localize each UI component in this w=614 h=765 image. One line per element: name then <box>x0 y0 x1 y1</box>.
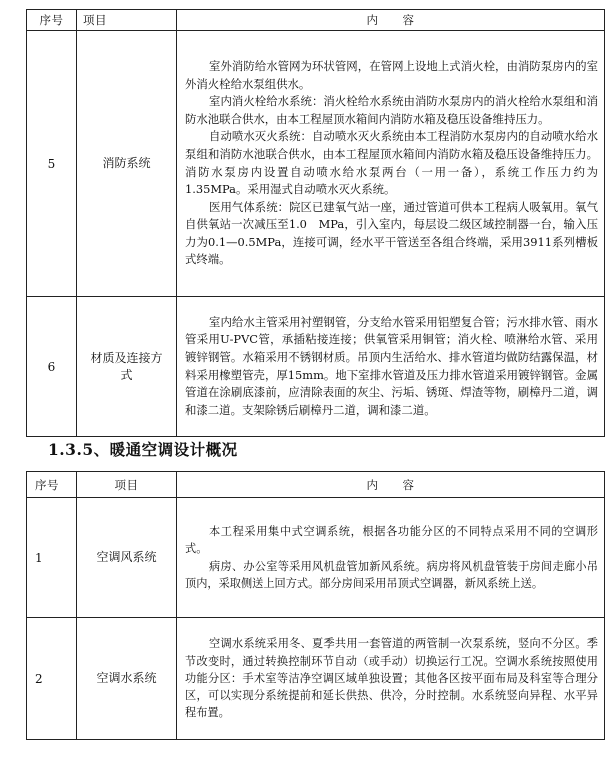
row-number: 5 <box>27 31 77 297</box>
row-item: 空调水系统 <box>77 618 177 740</box>
content-paragraph: 病房、办公室等采用风机盘管加新风系统。病房将风机盘管装于房间走廊小吊顶内，采取侧送上回方式。部分房间采用吊顶式空调器，新风系统上送。 <box>185 559 598 590</box>
table-header-row <box>27 10 605 31</box>
row-content <box>177 297 605 437</box>
header-no: 序号 <box>27 472 77 498</box>
row-number: 1 <box>27 498 77 618</box>
row-item: 空调风系统 <box>77 498 177 618</box>
row-content <box>177 498 605 618</box>
fire-and-materials-table <box>26 9 605 437</box>
table-row <box>27 498 605 618</box>
hvac-table <box>26 471 605 740</box>
row-number: 2 <box>27 618 77 740</box>
header-item: 项目 <box>77 472 177 498</box>
header-item: 项目 <box>77 10 177 31</box>
content-paragraph: 医用气体系统：院区已建氧气站一座，通过管道可供本工程病人吸氧用。氧气自供氧站一次减压至1.0 MPa，引入室内，每层设二级区域控制器一台，输入压力为0.1—0.5MPa，连接可调，经水平干管送至各组合终端，采用3911系列槽板式终端。 <box>185 199 598 267</box>
table-header-row <box>27 472 605 498</box>
row-content <box>177 31 605 297</box>
header-content: 内 容 <box>177 472 605 498</box>
content-paragraph: 本工程采用集中式空调系统，根据各功能分区的不同特点采用不同的空调形式。 <box>185 525 598 556</box>
content-paragraph: 自动喷水灭火系统：自动喷水灭火系统由本工程消防水泵房内的自动喷水给水泵组和消防水池联合供水，由本工程屋顶水箱间内消防水箱及稳压设备维持压力。消防水泵房内设置自动喷水给水泵两台（一用一备），系统工作压力约为1.35MPa。采用湿式自动喷水灭火系统。 <box>185 129 598 197</box>
table-row <box>27 618 605 740</box>
row-number: 6 <box>27 297 77 437</box>
table-row <box>27 297 605 437</box>
table-row <box>27 31 605 297</box>
header-content: 内 容 <box>177 10 605 31</box>
content-paragraph: 空调水系统采用冬、夏季共用一套管道的两管制一次泵系统，竖向不分区。季节改变时，通过转换控制环节自动（或手动）切换运行工况。空调水系统按照使用功能分区：手术室等洁净空调区域单独设置；其他各区按平面布局及科室等合理分区，可以实现分系统提前和延长供热、供冷，分时控制。水系统竖向异程、水平异程布置。 <box>185 637 598 720</box>
content-paragraph: 室内消火栓给水系统：消火栓给水系统由消防水泵房内的消火栓给水泵组和消防水池联合供水，由本工程屋顶水箱间内消防水箱及稳压设备维持压力。 <box>185 94 598 126</box>
content-paragraph: 室内给水主管采用衬塑钢管，分支给水管采用铝塑复合管；污水排水管、雨水管采用U-PVC管，承插粘接连接；供氧管采用铜管；消火栓、喷淋给水管、采用镀锌钢管。水箱采用不锈钢材质。吊顶内生活给水、排水管道均做防结露保温，材料采用橡塑管壳，厚15mm。地下室排水管道及压力排水管道采用镀锌钢管。金属管道在涂刷底漆前，应清除表面的灰尘、污垢、锈斑、焊渣等物，刷樟丹二道，调和漆二道。支架除锈后刷樟丹二道，调和漆二道。 <box>185 314 598 417</box>
section-heading: 1.3.5、暖通空调设计概况 <box>48 440 238 459</box>
row-content <box>177 618 605 740</box>
content-paragraph: 室外消防给水管网为环状管网，在管网上设地上式消火栓，由消防泵房内的室外消火栓给水泵组供水。 <box>185 58 598 91</box>
header-no: 序号 <box>27 10 77 31</box>
row-item: 材质及连接方式 <box>77 297 177 437</box>
row-item: 消防系统 <box>77 31 177 297</box>
